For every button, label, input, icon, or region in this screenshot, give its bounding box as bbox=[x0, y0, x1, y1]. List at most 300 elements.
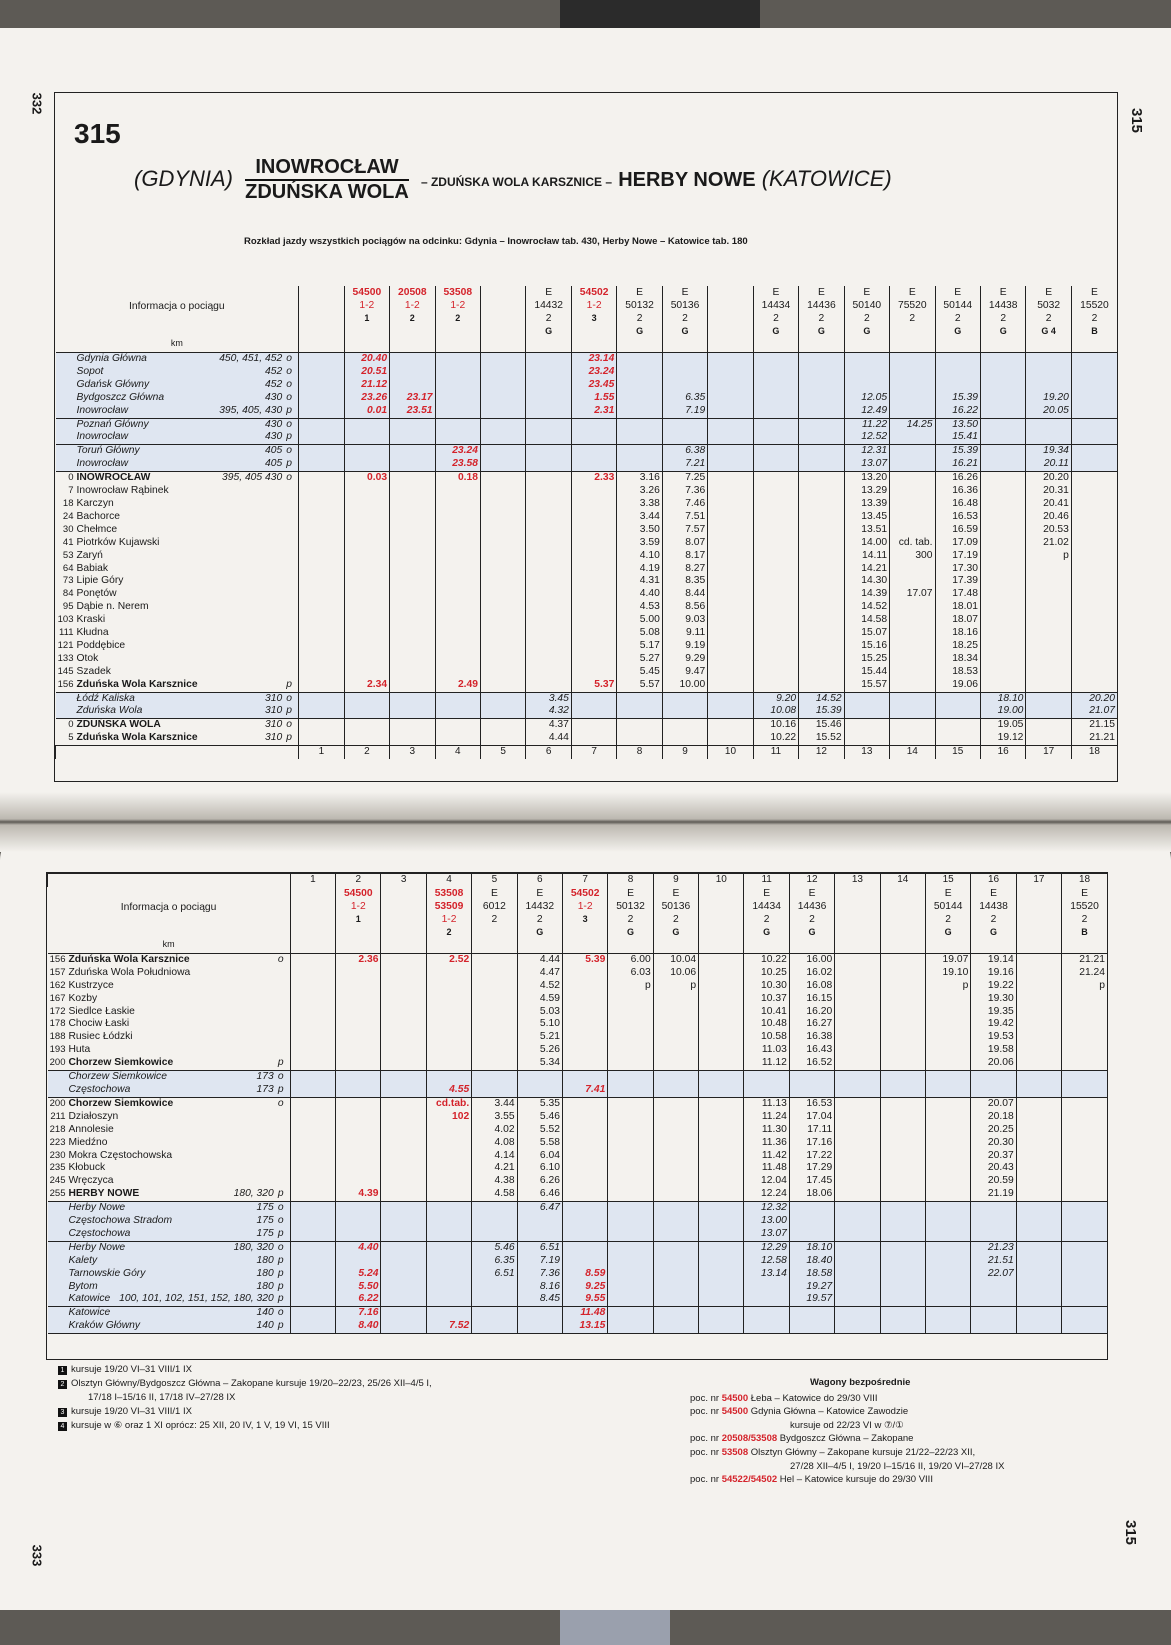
train-flag-icon: G bbox=[817, 326, 825, 336]
page-number-right-top: 315 bbox=[1128, 107, 1146, 134]
time-cell bbox=[290, 1124, 335, 1137]
time-cell bbox=[1016, 1268, 1061, 1281]
station-name: Poddębice bbox=[76, 639, 126, 651]
time-cell bbox=[472, 1044, 517, 1057]
time-cell bbox=[390, 719, 435, 732]
station-km: 245 bbox=[49, 1175, 66, 1187]
time-cell bbox=[1071, 653, 1117, 666]
time-cell bbox=[925, 1150, 970, 1163]
column-number: 13 bbox=[844, 746, 889, 759]
time-cell: 17.22 bbox=[789, 1150, 834, 1163]
station-cell bbox=[56, 392, 299, 405]
time-cell bbox=[789, 1071, 834, 1084]
time-cell: 22.07 bbox=[971, 1268, 1016, 1281]
station-cell bbox=[56, 537, 299, 550]
time-cell: 10.48 bbox=[744, 1018, 789, 1031]
time-cell: 11.12 bbox=[744, 1057, 789, 1070]
train-flag-icon: G bbox=[536, 926, 544, 937]
station-ref bbox=[257, 1255, 288, 1268]
time-cell bbox=[1016, 1044, 1061, 1057]
time-cell bbox=[480, 405, 525, 418]
station-name: Kłobuck bbox=[68, 1162, 106, 1174]
time-cell bbox=[390, 472, 435, 485]
time-cell bbox=[390, 379, 435, 392]
station-cell bbox=[48, 1320, 291, 1333]
time-cell: 3.16 bbox=[617, 472, 662, 485]
time-cell bbox=[1026, 719, 1071, 732]
time-cell bbox=[835, 1255, 880, 1268]
time-cell bbox=[1071, 614, 1117, 627]
time-cell bbox=[890, 405, 935, 418]
time-cell: 4.14 bbox=[472, 1150, 517, 1163]
time-cell: 6.03 bbox=[608, 967, 653, 980]
station-ref bbox=[265, 419, 296, 432]
time-cell: 19.06 bbox=[935, 679, 980, 692]
time-cell bbox=[844, 705, 889, 718]
time-cell bbox=[299, 719, 344, 732]
time-cell bbox=[435, 498, 480, 511]
time-cell: p bbox=[1062, 980, 1107, 993]
time-cell bbox=[699, 953, 744, 966]
station-km: 211 bbox=[50, 1110, 66, 1122]
station-cell bbox=[48, 1281, 291, 1294]
station-cell bbox=[48, 1044, 291, 1057]
train-flag-icon: 1 bbox=[364, 313, 370, 323]
station-km: 30 bbox=[62, 523, 74, 535]
time-cell bbox=[290, 1071, 335, 1084]
station-name: Kraków Główny bbox=[68, 1320, 141, 1332]
time-cell bbox=[835, 1031, 880, 1044]
station-ref bbox=[274, 1111, 288, 1124]
station-km: 162 bbox=[49, 979, 66, 991]
time-cell bbox=[344, 550, 389, 563]
time-cell bbox=[435, 653, 480, 666]
train-category: E bbox=[808, 887, 816, 899]
train-class: 2 bbox=[818, 313, 825, 324]
time-cell bbox=[835, 1162, 880, 1175]
time-cell bbox=[1016, 1006, 1061, 1019]
time-cell bbox=[571, 445, 616, 458]
time-cell: 7.41 bbox=[562, 1084, 607, 1097]
train-number: 54502 bbox=[579, 287, 609, 298]
time-cell: 19.05 bbox=[980, 719, 1025, 732]
station-table-ref: 175 bbox=[256, 1202, 274, 1214]
time-cell bbox=[890, 485, 935, 498]
time-cell bbox=[890, 719, 935, 732]
time-cell bbox=[653, 1202, 698, 1215]
time-cell: 6.35 bbox=[472, 1255, 517, 1268]
time-cell bbox=[1016, 1241, 1061, 1254]
train-number: 53508 53509 bbox=[434, 887, 464, 912]
title-frac-top: INOWROCŁAW bbox=[245, 156, 409, 181]
train-column-header bbox=[744, 887, 789, 954]
arrival-departure-flag: o bbox=[277, 1307, 284, 1319]
time-cell bbox=[381, 1281, 426, 1294]
station-cell bbox=[56, 732, 299, 745]
time-cell bbox=[617, 418, 662, 431]
time-cell bbox=[390, 550, 435, 563]
time-cell bbox=[472, 1293, 517, 1306]
time-cell bbox=[799, 563, 844, 576]
time-cell bbox=[381, 1006, 426, 1019]
time-cell bbox=[890, 392, 935, 405]
time-cell: 4.40 bbox=[336, 1241, 381, 1254]
time-cell bbox=[426, 1044, 471, 1057]
table-row bbox=[48, 967, 1108, 980]
time-cell bbox=[571, 601, 616, 614]
footnote-text: kursuje 19/20 VI–31 VIII/1 IX bbox=[71, 1364, 192, 1375]
station-name: Kraski bbox=[76, 614, 106, 626]
time-cell: 10.58 bbox=[744, 1031, 789, 1044]
station-ref bbox=[274, 954, 288, 967]
time-cell bbox=[890, 601, 935, 614]
time-cell bbox=[290, 1097, 335, 1110]
time-cell bbox=[753, 445, 798, 458]
time-cell bbox=[699, 1150, 744, 1163]
arrival-departure-flag: p bbox=[286, 732, 293, 744]
time-cell bbox=[980, 575, 1025, 588]
time-cell bbox=[390, 588, 435, 601]
station-name: INOWROCŁAW bbox=[76, 472, 151, 484]
km-label: km bbox=[162, 938, 175, 949]
time-cell bbox=[290, 953, 335, 966]
time-cell bbox=[336, 980, 381, 993]
time-cell bbox=[971, 1228, 1016, 1241]
train-flag-icon: G bbox=[990, 926, 998, 937]
footnote-badge-icon: 2 bbox=[58, 1380, 67, 1389]
through-carriage-line bbox=[690, 1446, 1004, 1460]
arrival-departure-flag: p bbox=[277, 1083, 284, 1095]
footnote-text: 17/18 I–15/16 II, 17/18 IV–27/28 IX bbox=[88, 1392, 236, 1403]
column-number: 5 bbox=[480, 746, 525, 759]
time-cell bbox=[299, 601, 344, 614]
time-cell bbox=[290, 1215, 335, 1228]
time-cell bbox=[608, 1188, 653, 1201]
column-number: 13 bbox=[835, 874, 880, 887]
time-cell bbox=[753, 418, 798, 431]
time-cell bbox=[390, 653, 435, 666]
time-cell bbox=[799, 366, 844, 379]
time-cell bbox=[571, 666, 616, 679]
time-cell bbox=[435, 550, 480, 563]
time-cell bbox=[608, 1307, 653, 1320]
time-cell bbox=[880, 1137, 925, 1150]
time-cell bbox=[344, 418, 389, 431]
station-cell bbox=[48, 1268, 291, 1281]
time-cell: 5.00 bbox=[617, 614, 662, 627]
time-cell: 18.10 bbox=[980, 692, 1025, 705]
time-cell bbox=[1062, 1031, 1107, 1044]
time-cell bbox=[708, 666, 753, 679]
time-cell: 9.19 bbox=[662, 640, 707, 653]
time-cell bbox=[472, 1057, 517, 1070]
time-cell bbox=[480, 537, 525, 550]
carriage-route: Gdynia Główna – Katowice Zawodzie bbox=[748, 1406, 909, 1418]
time-cell bbox=[1062, 1044, 1107, 1057]
station-table-ref: 140 bbox=[256, 1320, 274, 1332]
time-cell: 23.24 bbox=[435, 445, 480, 458]
time-cell bbox=[390, 614, 435, 627]
footnote-badge-icon: 1 bbox=[58, 1366, 67, 1375]
time-cell bbox=[562, 1228, 607, 1241]
station-cell bbox=[48, 993, 291, 1006]
train-number: 50136 bbox=[670, 300, 700, 311]
time-cell bbox=[571, 537, 616, 550]
station-ref bbox=[282, 601, 296, 614]
footnote bbox=[58, 1391, 432, 1405]
station-ref bbox=[282, 524, 296, 537]
time-cell bbox=[835, 1111, 880, 1124]
time-cell: 19.30 bbox=[971, 993, 1016, 1006]
time-cell bbox=[1016, 1281, 1061, 1294]
station-name: Piotrków Kujawski bbox=[76, 536, 160, 548]
time-cell bbox=[426, 1018, 471, 1031]
time-cell bbox=[435, 692, 480, 705]
time-cell: 4.08 bbox=[472, 1137, 517, 1150]
time-cell bbox=[608, 1150, 653, 1163]
time-cell: 4.40 bbox=[617, 588, 662, 601]
table-row bbox=[48, 980, 1108, 993]
time-cell bbox=[880, 1241, 925, 1254]
station-ref bbox=[282, 485, 296, 498]
time-cell bbox=[381, 1162, 426, 1175]
time-cell: 2.36 bbox=[336, 953, 381, 966]
time-cell bbox=[608, 1137, 653, 1150]
time-cell: 12.24 bbox=[744, 1188, 789, 1201]
time-cell bbox=[980, 614, 1025, 627]
station-ref bbox=[257, 1084, 288, 1097]
column-number: 7 bbox=[571, 746, 616, 759]
time-cell bbox=[299, 653, 344, 666]
time-cell bbox=[744, 1320, 789, 1333]
time-cell bbox=[925, 1188, 970, 1201]
station-cell bbox=[48, 1255, 291, 1268]
time-cell bbox=[1071, 472, 1117, 485]
station-cell bbox=[48, 1031, 291, 1044]
column-number: 6 bbox=[526, 746, 571, 759]
station-km: 193 bbox=[49, 1044, 66, 1056]
station-cell bbox=[48, 1307, 291, 1320]
train-category: E bbox=[863, 287, 871, 298]
time-cell: 20.06 bbox=[971, 1057, 1016, 1070]
time-cell bbox=[699, 1255, 744, 1268]
time-cell bbox=[1016, 1137, 1061, 1150]
time-cell bbox=[1062, 1097, 1107, 1110]
time-cell bbox=[708, 431, 753, 444]
station-km: 145 bbox=[57, 665, 74, 677]
time-cell bbox=[1062, 1006, 1107, 1019]
time-cell bbox=[935, 379, 980, 392]
time-cell bbox=[390, 563, 435, 576]
time-cell bbox=[381, 1293, 426, 1306]
time-cell bbox=[562, 1111, 607, 1124]
station-km: 53 bbox=[62, 549, 74, 561]
time-cell bbox=[835, 1188, 880, 1201]
time-cell bbox=[753, 575, 798, 588]
train-category: E bbox=[490, 887, 498, 899]
time-cell bbox=[1016, 1293, 1061, 1306]
time-cell bbox=[344, 732, 389, 745]
time-cell bbox=[480, 653, 525, 666]
station-km: 5 bbox=[68, 732, 74, 744]
time-cell bbox=[980, 537, 1025, 550]
time-cell bbox=[526, 472, 571, 485]
time-cell bbox=[390, 537, 435, 550]
time-cell bbox=[1062, 1228, 1107, 1241]
time-cell: 10.30 bbox=[744, 980, 789, 993]
subtitle: Rozkład jazdy wszystkich pociągów na odcinku: Gdynia – Inowrocław tab. 430, Herby Nowe – Katowice tab. 180 bbox=[244, 236, 748, 247]
train-column-header bbox=[708, 286, 753, 353]
time-cell bbox=[890, 563, 935, 576]
train-column-header bbox=[381, 887, 426, 954]
station-ref bbox=[219, 405, 296, 418]
time-cell bbox=[608, 1175, 653, 1188]
time-cell: 11.48 bbox=[744, 1162, 789, 1175]
time-cell bbox=[390, 445, 435, 458]
carriage-route: Bydgoszcz Główna – Zakopane bbox=[777, 1433, 914, 1445]
time-cell bbox=[880, 1150, 925, 1163]
train-class: 2 bbox=[545, 313, 552, 324]
time-cell bbox=[390, 705, 435, 718]
time-cell bbox=[653, 993, 698, 1006]
time-cell bbox=[390, 418, 435, 431]
through-carriage-line bbox=[690, 1460, 1004, 1474]
station-km: 64 bbox=[62, 562, 74, 574]
time-cell bbox=[799, 614, 844, 627]
time-cell: 16.36 bbox=[935, 485, 980, 498]
time-cell bbox=[608, 1255, 653, 1268]
station-km: 84 bbox=[62, 588, 74, 600]
time-cell: p bbox=[653, 980, 698, 993]
station-name: Inowrocław bbox=[76, 404, 129, 416]
arrival-departure-flag: p bbox=[277, 1267, 284, 1279]
time-cell: 3.59 bbox=[617, 537, 662, 550]
time-cell: 102 bbox=[426, 1111, 471, 1124]
time-cell bbox=[435, 524, 480, 537]
train-column-header bbox=[1062, 887, 1107, 954]
time-cell: 12.32 bbox=[744, 1202, 789, 1215]
station-km: 111 bbox=[59, 627, 74, 639]
time-cell: 7.16 bbox=[336, 1307, 381, 1320]
time-cell bbox=[699, 1018, 744, 1031]
train-class: 1-2 bbox=[404, 300, 420, 311]
time-cell bbox=[381, 1228, 426, 1241]
time-cell: 4.31 bbox=[617, 575, 662, 588]
time-cell: 23.51 bbox=[390, 405, 435, 418]
time-cell bbox=[753, 640, 798, 653]
time-cell bbox=[753, 353, 798, 366]
time-cell bbox=[835, 1281, 880, 1294]
table-row bbox=[56, 550, 1118, 563]
train-number: 75520 bbox=[897, 300, 927, 311]
time-cell bbox=[480, 705, 525, 718]
time-cell bbox=[835, 1124, 880, 1137]
station-km: 230 bbox=[49, 1149, 66, 1161]
table-row bbox=[56, 511, 1118, 524]
time-cell bbox=[753, 653, 798, 666]
time-cell bbox=[381, 1018, 426, 1031]
time-cell bbox=[608, 1044, 653, 1057]
table-row bbox=[56, 732, 1118, 745]
time-cell bbox=[526, 653, 571, 666]
time-cell bbox=[480, 732, 525, 745]
time-cell bbox=[344, 627, 389, 640]
time-cell: 16.22 bbox=[935, 405, 980, 418]
table-row bbox=[56, 679, 1118, 692]
table-row bbox=[48, 1150, 1108, 1163]
column-number: 15 bbox=[925, 874, 970, 887]
time-cell bbox=[835, 1006, 880, 1019]
time-cell bbox=[1016, 1307, 1061, 1320]
time-cell bbox=[617, 431, 662, 444]
time-cell: 8.07 bbox=[662, 537, 707, 550]
time-cell bbox=[344, 719, 389, 732]
time-cell bbox=[835, 1320, 880, 1333]
time-cell: 2.34 bbox=[344, 679, 389, 692]
time-cell bbox=[971, 1307, 1016, 1320]
time-cell: 5.46 bbox=[472, 1241, 517, 1254]
time-cell: 19.27 bbox=[789, 1281, 834, 1294]
time-cell bbox=[835, 1175, 880, 1188]
table-row bbox=[56, 719, 1118, 732]
time-cell bbox=[1026, 366, 1071, 379]
station-cell bbox=[56, 679, 299, 692]
time-cell bbox=[753, 524, 798, 537]
time-cell bbox=[562, 1241, 607, 1254]
train-number: 14436 bbox=[807, 300, 836, 311]
title-mid: – ZDUŃSKA WOLA KARSZNICE – bbox=[420, 174, 613, 189]
time-cell: 11.48 bbox=[562, 1307, 607, 1320]
time-cell bbox=[980, 458, 1025, 471]
time-cell bbox=[435, 431, 480, 444]
time-cell bbox=[426, 1307, 471, 1320]
column-number: 7 bbox=[562, 874, 607, 887]
time-cell: 10.06 bbox=[653, 967, 698, 980]
arrival-departure-flag: o bbox=[286, 418, 293, 430]
station-name: Wręczyca bbox=[68, 1175, 114, 1187]
time-cell bbox=[653, 1150, 698, 1163]
station-ref bbox=[222, 472, 296, 485]
time-cell bbox=[880, 1031, 925, 1044]
train-category: E bbox=[763, 887, 771, 899]
time-cell bbox=[753, 379, 798, 392]
train-class: 2 bbox=[682, 313, 688, 324]
train-column-header bbox=[290, 887, 335, 954]
arrival-departure-flag: o bbox=[286, 353, 293, 364]
arrival-departure-flag: p bbox=[286, 404, 293, 416]
time-cell bbox=[925, 1031, 970, 1044]
time-cell bbox=[480, 563, 525, 576]
train-class: 2 bbox=[673, 913, 679, 925]
train-flag-icon: 2 bbox=[409, 313, 415, 323]
table-row bbox=[56, 601, 1118, 614]
time-cell: 2.33 bbox=[571, 472, 616, 485]
time-cell bbox=[480, 366, 525, 379]
time-cell bbox=[799, 458, 844, 471]
time-cell bbox=[299, 550, 344, 563]
time-cell: 11.22 bbox=[844, 418, 889, 431]
time-cell bbox=[1026, 418, 1071, 431]
train-column-header bbox=[526, 286, 571, 353]
time-cell bbox=[1071, 431, 1117, 444]
time-cell bbox=[381, 1175, 426, 1188]
time-cell bbox=[381, 1057, 426, 1070]
time-cell bbox=[435, 366, 480, 379]
arrival-departure-flag: p bbox=[277, 1057, 284, 1069]
time-cell: 20.53 bbox=[1026, 524, 1071, 537]
time-cell bbox=[617, 379, 662, 392]
time-cell bbox=[426, 980, 471, 993]
